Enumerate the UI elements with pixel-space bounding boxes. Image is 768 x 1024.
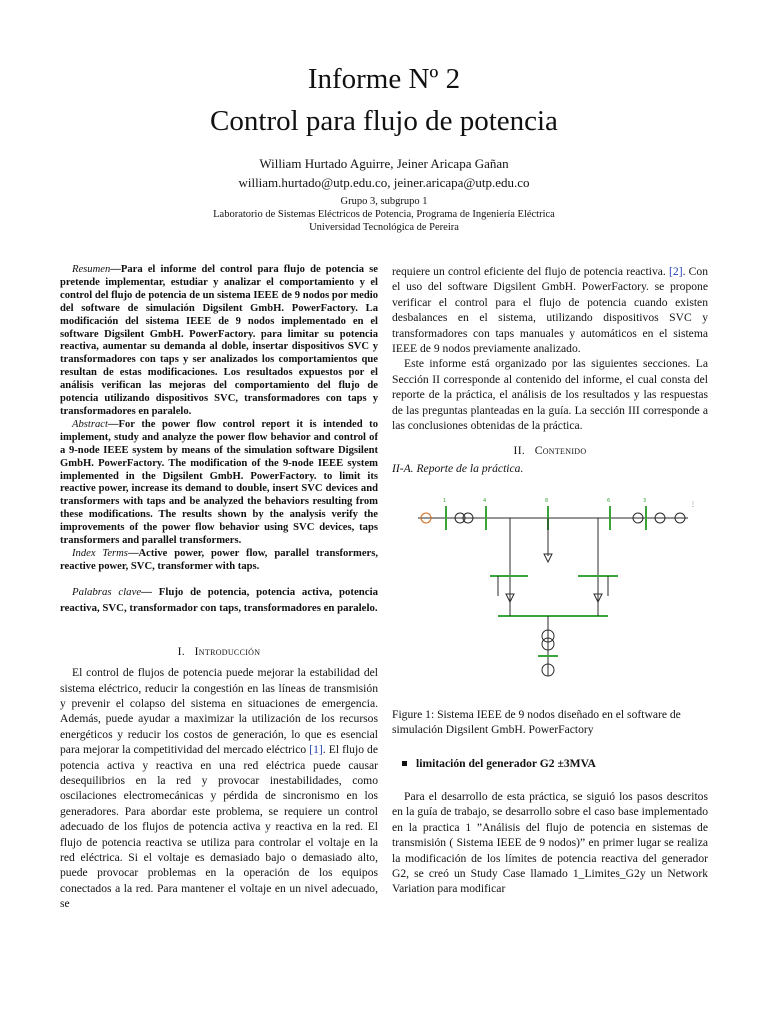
svg-text:⋮: ⋮ xyxy=(690,502,696,509)
abstract-text: —For the power flow control report it is intended to implement, study and analyze the power flow behavior and control of a 9-node IEEE system by means of the simulation software Digsilent GmbH. PowerFactory. The modification of the 9-node IEEE system implemented in the Digsilent GmbH. PowerFactory. to limit its reactive power, increase its demand to double, insert SVC devices and transformers with taps and be analyzed the behaviors resulting from these modifications. The results shown by the analysis verify the improvements of the power flow behavior using SVC devices, taps transformers and parallel transformers. xyxy=(60,418,378,547)
ieee-9-bus-diagram xyxy=(398,486,702,686)
title-line2: Control para flujo de potencia xyxy=(210,105,558,137)
figure-caption: Figure 1: Sistema IEEE de 9 nodos diseñado en el software de simulación Digsilent GmbH. PowerFactory xyxy=(392,707,681,737)
svg-text:1: 1 xyxy=(443,498,447,505)
abstract-label: Abstract xyxy=(72,418,108,430)
abstract xyxy=(60,419,378,548)
resumen-label: Resumen xyxy=(72,264,111,275)
bullet-icon xyxy=(402,761,407,766)
subsection-heading: II-A. Reporte de la práctica. xyxy=(392,461,524,475)
palabras-clave-label: Palabras clave xyxy=(72,585,142,598)
author-emails: william.hurtado@utp.edu.co, jeiner.aricapa@utp.edu.co xyxy=(238,175,530,190)
lab-line: Laboratorio de Sistemas Eléctricos de Potencia, Programa de Ingeniería Eléctrica xyxy=(213,209,555,220)
university-line: Universidad Tecnológica de Pereira xyxy=(309,222,459,233)
section-heading-introduccion: I. Introducción xyxy=(177,644,261,658)
index-terms-text: —Active power, power flow, parallel transformers, reactive power, SVC, transformer with taps. xyxy=(60,547,378,572)
title-line1: Informe Nº 2 xyxy=(307,63,461,95)
organization-paragraph: Este informe está organizado por las siguientes secciones. La Sección II corresponde al contenido del informe, el cual consta del reporte de la práctica, el análisis de los resultados y las respuestas de las preguntas planteadas en la guía. La sección III corresponde a las conclusiones obtenidas de la práctica. xyxy=(392,357,708,433)
group-line: Grupo 3, subgrupo 1 xyxy=(340,196,428,207)
intro-paragraph: El control de flujos de potencia puede mejorar la estabilidad del sistema eléctrico, reducir la congestión en las líneas de transmisión y prevenir el colapso del sistema en situaciones de emergencia. Además, puede ayudar a maximizar la utilización de los recursos energéticos y reducir los costos de generación, lo que es esencial para mejorar la competitividad del mercado eléctrico [1]. El flujo de potencia activa y reactiva en una red eléctrica puede causar desequilibrios en la red y provocar inestabilidades, como oscilaciones electromecánicas y pérdida de sincronismo en los generadores. Para abordar este problema, se requiere un control adecuado de los flujos de potencia activa y reactiva en la red. El flujo de potencia reactiva se utiliza para controlar el voltaje en la red eléctrica. Si el voltaje es demasiado bajo o demasiado alto, puede provocar problemas en la operación de los equipos conectados a la red. Para mantener el voltaje en un nivel adecuado, se xyxy=(60,666,378,911)
development-paragraph: Para el desarrollo de esta práctica, se siguió los pasos descritos en la guía de trabajo, se desarrollo sobre el caso base implementado en la practica 1 ”Análisis del flujo de potencia en sistemas de transmisión ( Sistema IEEE de 9 nodos)” en primer lugar se realiza la modificación de los límites de potencia reactiva del generador G2, se creó un Study Case llamado 1_Limites_G2y un Network Variation para modificar xyxy=(392,789,708,896)
right-column xyxy=(392,264,708,897)
resumen-text: —Para el informe del control para flujo de potencia se pretende implementar, estudiar y analizar el comportamiento y el control del flujo de potencia de un sistema IEEE de 9 nodos por medio del software de simulación Digsilent GmbH. PowerFactory. La modificación del sistema IEEE de 9 nodos implementado en el software Digsilent GmbH. PowerFactory. para limitar su potencia reactiva, aumentar su demanda al doble, insertar dispositivos SVC y transformadores con taps y ser analizados los comportamientos que resultan de estas modificaciones. Los resultados expuestos por el análisis verifican las mejoras del comportamiento del flujo de potencia utilizando dispositivos SVC, transformadores con taps y transformadores en paralelo. xyxy=(60,264,378,417)
citation-2[interactable]: [2] xyxy=(669,265,683,278)
index-terms xyxy=(60,548,378,574)
section-heading-contenido: II. Contenido xyxy=(513,444,587,458)
svg-text:4: 4 xyxy=(483,498,487,505)
index-terms-label: Index Terms xyxy=(72,547,128,559)
bullet-item: limitación del generador G2 ±3MVA xyxy=(402,756,708,771)
intro-paragraph-cont: requiere un control eficiente del flujo de potencia reactiva. [2]. Con el uso del software Digsilent GmbH. PowerFactory. se propone verificar el control para el flujo de potencia cuando existen desbalances en el sistema, utilizando dispositivos SVC y transformadores con taps manuales y automáticos en el sistema IEEE de 9 nodos previamente analizado. xyxy=(392,265,708,356)
citation-1[interactable]: [1] xyxy=(309,743,323,757)
palabras-clave-text: — Flujo de potencia, potencia activa, potencia reactiva, SVC, transformador con taps, transformadores en paralelo. xyxy=(60,585,378,614)
authors: William Hurtado Aguirre, Jeiner Aricapa Gañan xyxy=(259,156,509,171)
svg-text:8: 8 xyxy=(545,498,549,505)
palabras-clave xyxy=(60,584,378,616)
resumen xyxy=(60,264,378,419)
left-column xyxy=(60,264,378,912)
svg-text:6: 6 xyxy=(607,498,611,505)
svg-text:3: 3 xyxy=(643,498,647,505)
